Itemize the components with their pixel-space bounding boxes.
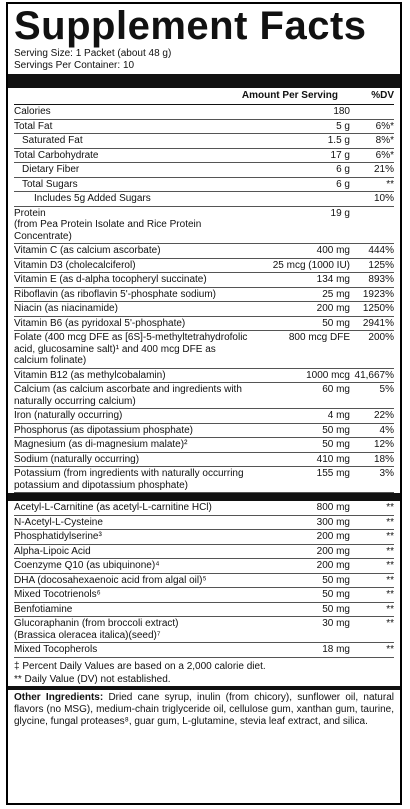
nutrient-amount: 1000 mcg bbox=[306, 369, 350, 381]
nutrient-dv: 200% bbox=[368, 332, 394, 343]
nutrient-name: Total Sugars bbox=[22, 178, 78, 190]
nutrient-dv: ** bbox=[386, 644, 394, 655]
nutrient-name: Benfotiamine bbox=[14, 603, 73, 615]
nutrient-amount: 50 mg bbox=[322, 317, 350, 329]
nutrient-amount: 800 mg bbox=[316, 502, 350, 513]
nutrient-amount: 155 mg bbox=[316, 468, 350, 479]
nutrient-rows bbox=[14, 105, 394, 493]
nutrient-amount: 5 g bbox=[336, 120, 350, 132]
nutrient-amount: 6 g bbox=[336, 164, 350, 175]
table-row bbox=[14, 317, 394, 332]
nutrient-dv: ** bbox=[386, 618, 394, 629]
table-row bbox=[14, 244, 394, 259]
nutrient-amount: 50 mg bbox=[322, 574, 350, 586]
table-row bbox=[14, 120, 394, 135]
amount-header: Amount Per Serving bbox=[241, 90, 338, 101]
nutrient-name: Total Fat bbox=[14, 120, 53, 132]
nutrient-name: DHA (docosahexaenoic acid from algal oil)⁵ bbox=[14, 574, 207, 586]
nutrient-amount: 200 mg bbox=[316, 545, 350, 557]
nutrient-amount: 180 bbox=[333, 106, 350, 117]
footnote-not-established: ** Daily Value (DV) not established. bbox=[14, 673, 171, 685]
nutrient-dv: 2941% bbox=[362, 317, 394, 329]
nutrient-dv: ** bbox=[386, 178, 394, 190]
nutrient-amount: 200 mg bbox=[316, 531, 350, 542]
footnote-dv: ‡ Percent Daily Values are based on a 2,000 calorie diet. bbox=[14, 660, 266, 672]
table-row bbox=[14, 438, 394, 453]
divider-thick bbox=[8, 74, 400, 88]
servings-per-container: Servings Per Container: 10 bbox=[14, 60, 135, 71]
table-row bbox=[14, 331, 394, 369]
nutrient-dv: 10% bbox=[373, 193, 394, 204]
table-row bbox=[14, 192, 394, 207]
dv-header: %DV bbox=[371, 90, 394, 101]
nutrient-amount: 25 mg bbox=[322, 288, 350, 300]
table-row bbox=[14, 516, 394, 531]
nutrient-dv: 4% bbox=[379, 424, 394, 436]
table-row bbox=[14, 643, 394, 658]
ingredients-text: Dried cane syrup, inulin (from chicory), sunflower oil, natural flavors (no MSG), medium-chain triglyceride oil, cellulose gum, xanthan gum, taurine, glycine, fungal proteases⁸, guar gum, L-glutamine, stevia leaf extract, and silica. bbox=[14, 691, 394, 727]
nutrient-name: Iron (naturally occurring) bbox=[14, 410, 123, 421]
table-row bbox=[14, 559, 394, 574]
nutrient-dv: 893% bbox=[368, 274, 394, 285]
nutrient-dv: 6%* bbox=[375, 120, 394, 132]
nutrient-name: Glucoraphanin (from broccoli extract) (Brassica oleracea italica)(seed)⁷ bbox=[14, 618, 179, 641]
nutrient-dv: 18% bbox=[373, 453, 394, 465]
nutrient-name: Vitamin E (as d-alpha tocopheryl succinate) bbox=[14, 274, 207, 285]
nutrient-name: Magnesium (as di-magnesium malate)² bbox=[14, 439, 188, 450]
nutrient-dv: 22% bbox=[373, 410, 394, 421]
table-row bbox=[14, 424, 394, 439]
table-row bbox=[14, 207, 394, 245]
nutrient-dv: 1923% bbox=[362, 288, 394, 300]
nutrient-amount: 17 g bbox=[330, 149, 350, 161]
nutrient-name: Folate (400 mcg DFE as [6S]-5-methyltetrahydrofolic acid, glucosamine salt)¹ and 400 mcg DFE as calcium folinate) bbox=[14, 332, 248, 366]
divider-medium bbox=[8, 493, 400, 501]
nutrient-name: Saturated Fat bbox=[22, 135, 83, 146]
nutrient-dv: 12% bbox=[373, 439, 394, 450]
nutrient-dv: ** bbox=[386, 589, 394, 600]
nutrient-name: Coenzyme Q10 (as ubiquinone)⁴ bbox=[14, 560, 160, 571]
nutrient-amount: 50 mg bbox=[322, 589, 350, 600]
table-row bbox=[14, 134, 394, 149]
supplement-facts-panel bbox=[6, 2, 402, 805]
nutrient-dv: ** bbox=[386, 516, 394, 528]
nutrient-amount: 134 mg bbox=[316, 274, 350, 285]
column-header bbox=[14, 88, 394, 105]
nutrient-dv: ** bbox=[386, 502, 394, 513]
nutrient-amount: 60 mg bbox=[322, 384, 350, 395]
nutrient-name: Calories bbox=[14, 106, 51, 117]
nutrient-dv: 3% bbox=[379, 468, 394, 479]
nutrient-dv: ** bbox=[386, 560, 394, 571]
nutrient-name: Niacin (as niacinamide) bbox=[14, 303, 118, 314]
nutrient-name: Vitamin B12 (as methylcobalamin) bbox=[14, 369, 166, 381]
nutrient-amount: 50 mg bbox=[322, 424, 350, 436]
table-row bbox=[14, 288, 394, 303]
nutrient-amount: 200 mg bbox=[316, 560, 350, 571]
nutrient-name: Vitamin D3 (cholecalciferol) bbox=[14, 259, 136, 271]
ingredients-label: Other Ingredients: bbox=[14, 691, 104, 703]
table-row bbox=[14, 588, 394, 603]
nutrient-dv: 444% bbox=[368, 245, 394, 256]
table-row bbox=[14, 105, 394, 120]
ingredient-rows bbox=[14, 501, 394, 658]
table-row bbox=[14, 453, 394, 468]
nutrient-dv: ** bbox=[386, 574, 394, 586]
nutrient-amount: 300 mg bbox=[316, 516, 350, 528]
nutrient-dv: 41,667% bbox=[354, 369, 394, 381]
nutrient-amount: 800 mcg DFE bbox=[288, 332, 350, 343]
nutrient-name: Vitamin C (as calcium ascorbate) bbox=[14, 245, 161, 256]
table-row bbox=[14, 259, 394, 274]
nutrient-name: Protein (from Pea Protein Isolate and Rice Protein Concentrate) bbox=[14, 207, 202, 242]
nutrient-dv: 5% bbox=[379, 384, 394, 395]
table-row bbox=[14, 273, 394, 288]
nutrient-dv: 1250% bbox=[362, 303, 394, 314]
nutrient-name: Total Carbohydrate bbox=[14, 149, 99, 161]
nutrient-dv: 21% bbox=[373, 164, 394, 175]
nutrient-name: Vitamin B6 (as pyridoxal 5'-phosphate) bbox=[14, 317, 186, 329]
panel-title: Supplement Facts bbox=[14, 4, 367, 48]
table-row bbox=[14, 603, 394, 618]
nutrient-dv: ** bbox=[386, 531, 394, 542]
table-row bbox=[14, 545, 394, 560]
nutrient-amount: 50 mg bbox=[322, 603, 350, 615]
nutrient-amount: 19 g bbox=[330, 207, 350, 219]
nutrient-amount: 1.5 g bbox=[327, 135, 350, 146]
nutrient-amount: 50 mg bbox=[322, 439, 350, 450]
nutrient-amount: 25 mcg (1000 IU) bbox=[272, 259, 350, 271]
nutrient-name: Phosphorus (as dipotassium phosphate) bbox=[14, 424, 193, 436]
nutrient-name: N-Acetyl-L-Cysteine bbox=[14, 516, 103, 528]
nutrient-name: Riboflavin (as riboflavin 5'-phosphate sodium) bbox=[14, 288, 217, 300]
table-row bbox=[14, 178, 394, 193]
nutrient-amount: 200 mg bbox=[316, 303, 350, 314]
nutrient-name: Sodium (naturally occurring) bbox=[14, 453, 140, 465]
table-row bbox=[14, 409, 394, 424]
nutrient-amount: 4 mg bbox=[327, 410, 350, 421]
table-row bbox=[14, 149, 394, 164]
nutrient-name: Alpha-Lipoic Acid bbox=[14, 545, 91, 557]
table-row bbox=[14, 383, 394, 409]
table-row bbox=[14, 302, 394, 317]
nutrient-amount: 400 mg bbox=[316, 245, 350, 256]
table-row bbox=[14, 467, 394, 493]
other-ingredients bbox=[14, 690, 394, 728]
nutrient-name: Dietary Fiber bbox=[22, 164, 80, 175]
nutrient-amount: 6 g bbox=[336, 178, 350, 190]
table-row bbox=[14, 163, 394, 178]
table-row bbox=[14, 369, 394, 384]
table-row bbox=[14, 574, 394, 589]
nutrient-dv: ** bbox=[386, 545, 394, 557]
nutrient-name: Mixed Tocopherols bbox=[14, 644, 98, 655]
nutrient-name: Phosphatidylserine³ bbox=[14, 531, 102, 542]
nutrient-dv: 8%* bbox=[375, 135, 394, 146]
table-row bbox=[14, 617, 394, 643]
nutrient-name: Calcium (as calcium ascorbate and ingredients with naturally occurring calcium) bbox=[14, 384, 242, 407]
nutrient-dv: 125% bbox=[368, 259, 394, 271]
serving-size: Serving Size: 1 Packet (about 48 g) bbox=[14, 48, 172, 59]
nutrient-dv: 6%* bbox=[375, 149, 394, 161]
nutrient-dv: ** bbox=[386, 603, 394, 615]
nutrient-amount: 18 mg bbox=[322, 644, 350, 655]
nutrient-name: Mixed Tocotrienols⁶ bbox=[14, 589, 101, 600]
table-row bbox=[14, 530, 394, 545]
nutrient-amount: 30 mg bbox=[322, 618, 350, 629]
nutrient-name: Includes 5g Added Sugars bbox=[34, 193, 151, 204]
nutrient-amount: 410 mg bbox=[316, 453, 350, 465]
nutrient-name: Acetyl-L-Carnitine (as acetyl-L-carnitine HCl) bbox=[14, 502, 212, 513]
table-row bbox=[14, 501, 394, 516]
nutrient-name: Potassium (from ingredients with naturally occurring potassium and dipotassium phosphate) bbox=[14, 468, 244, 491]
